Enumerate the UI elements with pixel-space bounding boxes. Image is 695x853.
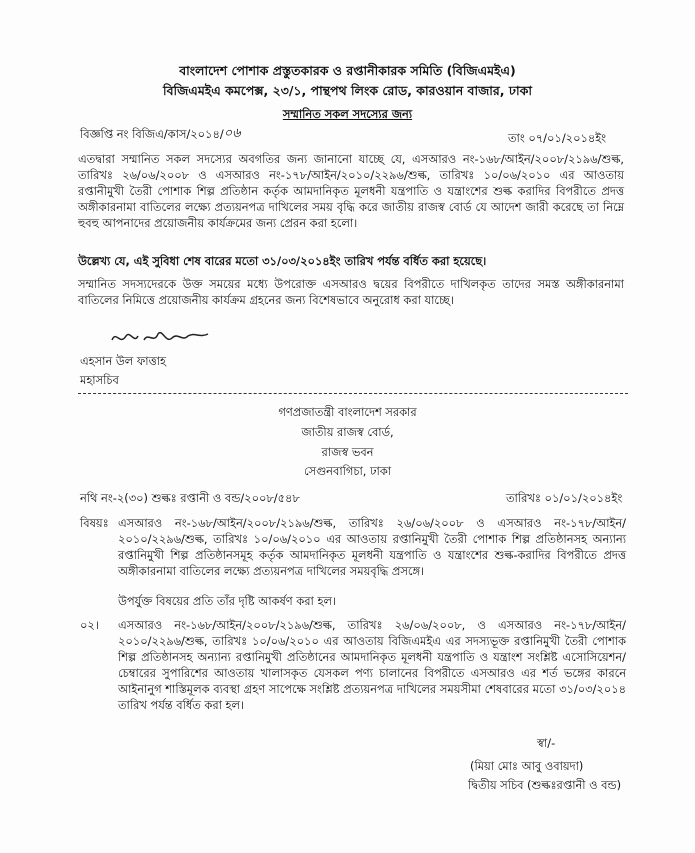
notice-number-handwritten: ০৬	[223, 126, 241, 141]
signed-mark: স্বা/-	[537, 736, 556, 750]
signatory-title: মহাসচিব	[80, 373, 119, 387]
notice-request-paragraph: সম্মানিত সদস্যদেরকে উক্ত সময়ের মধ্যে উপরোক্ত এসআরও দ্বয়ের বিপরীতে দাখিলকৃত তাদের সমস্ত অঙ্গীকারনামা বাতিলের নিমিত্তে প্রয়োজনীয় কার্যক্রম গ্রহনের জন্য বিশেষভাবে অনুরোধ করা যাচ্ছে।	[78, 277, 624, 307]
signature-scribble	[108, 322, 238, 352]
paragraph-number: ০২।	[80, 618, 99, 632]
notice-body-paragraph: এতদ্বারা সম্মানিত সকল সদস্যের অবগতির জন্য জানানো যাচ্ছে যে, এসআরও নং-১৬৮/আইন/২০০৮/২১৯৬/শুল্ক, তারিখঃ ২৬/০৬/২০০৮ ও এসআরও নং-১৭৮/আইন/২০১০/২২৯৬/শুল্ক, তারিখঃ ১০/০৬/২০১০ এর আওতায় রপ্তানীমুখী তৈরী পোশাক শিল্প প্রতিষ্ঠান কর্তৃক আমদানিকৃত মূলধনী যন্ত্রপাতি ও যন্ত্রাংশের শুল্ক করাদির বিপরীতে প্রদত্ত অঙ্গীকারনামা বাতিলের লক্ষ্যে প্রত্যয়নপত্র দাখিলের সময় বৃদ্ধি করে জাতীয় রাজস্ব বোর্ড যে আদেশ জারী করেছে তা নিম্নে হুবহু আপনাদের প্রয়োজনীয় কার্যক্রমের জন্য প্রেরন করা হলো।	[78, 152, 624, 230]
signatory-name: এহসান উল ফাত্তাহ	[80, 354, 166, 368]
file-number: নথি নং-২(৩০) শুল্কঃ রপ্তানী ও বন্ড/২০০৮/৫৪৮	[80, 491, 300, 505]
org-address: বিজিএমইএ কমপেক্স, ২৩/১, পান্থপথ লিংক রোড, কারওয়ান বাজার, ঢাকা	[163, 83, 532, 98]
subject-text: এসআরও নং-১৬৮/আইন/২০০৮/২১৯৬/শুল্ক, তারিখঃ ২৬/০৬/২০০৮ ও এসআরও নং-১৭৮/আইন/২০১০/২২৯৬/শুল্ক, তারিখঃ ১০/০৬/২০১০ এর আওতায় রপ্তানিমুখী তৈরী পোশাক শিল্প প্রতিষ্ঠানসহ অন্যান্য রপ্তানিমুখী শিল্প প্রতিষ্ঠানসমূহ কর্তৃক আমদানিকৃত মূলধনী যন্ত্রপাতি ও যন্ত্রাংশের শুল্ক-করাদির বিপরীতে প্রদত্ত অঙ্গীকারনামা বাতিলের লক্ষ্যে প্রত্যয়নপত্র দাখিলের সময়বৃদ্ধি প্রসঙ্গে।	[118, 516, 626, 578]
gov-signatory-title: দ্বিতীয় সচিব (শুল্কঃরপ্তানী ও বন্ড)	[468, 778, 622, 792]
file-date: তারিখঃ ০১/০১/২০১৪ইং	[506, 491, 623, 505]
gov-header-line-2: জাতীয় রাজস্ব বোর্ড,	[301, 425, 394, 439]
notice-heading: সম্মানিত সকল সদস্যের জন্য	[282, 107, 413, 121]
subject-label: বিষয়ঃ	[80, 516, 109, 530]
gov-paragraph-2: এসআরও নং-১৬৮/আইন/২০০৮/২১৯৬/শুল্ক, তারিখঃ ২৬/০৬/২০০৮, ও এসআরও নং-১৭৮/আইন/২০১০/২২৯৬/শুল্ক, তারিখঃ ১০/০৬/২০১০ এর আওতায় বিজিএমইএ এর সদস্যভূক্ত রপ্তানিমুখী তৈরী পোশাক শিল্প প্রতিষ্ঠানসহ অন্যান্য রপ্তানিমুখী প্রতিষ্ঠানের আমদানিকৃত মূলধনী যন্ত্রপাতি ও যন্ত্রাংশ সংশ্লিষ্ট এসোসিয়েশন/চেম্বারের সুপারিশের আওতায় খালাসকৃত যেসকল পণ্য চালানের বিপরীতে এসআরও এর শর্ত ভঙ্গের কারনে আইনানুগ শাস্তিমূলক ব্যবস্থা গ্রহণ সাপেক্ষে সংশ্লিষ্ট প্রত্যয়নপত্র দাখিলের সময়সীমা শেষবারের মতো ৩১/০৩/২০১৪ তারিখ পর্যন্ত বর্ধিত করা হল।	[118, 618, 626, 712]
notice-date: তাং ০৭/০১/২০১৪ইং	[508, 131, 607, 145]
org-name: বাংলাদেশ পোশাক প্রস্তুতকারক ও রপ্তানীকারক সমিতি (বিজিএমইএ)	[179, 63, 516, 78]
attention-line: উপর্যুক্ত বিষয়ের প্রতি তাঁর দৃষ্টি আকর্ষণ করা হল।	[118, 594, 337, 608]
gov-header-line-3: রাজস্ব ভবন	[321, 445, 374, 459]
section-divider	[78, 393, 628, 394]
notice-number-label: বিজ্ঞপ্তি নং বিজিএ/কাস/২০১৪/	[80, 127, 224, 141]
gov-header-line-1: গণপ্রজাতন্ত্রী বাংলাদেশ সরকার	[278, 405, 417, 419]
gov-signatory-name: (মিয়া মোঃ আবু ওবায়দা)	[470, 759, 584, 773]
notice-highlight-paragraph: উল্লেখ্য যে, এই সুবিধা শেষ বারের মতো ৩১/০৩/২০১৪ইং তারিখ পর্যন্ত বর্ধিত করা হয়েছে।	[78, 254, 487, 268]
gov-header-line-4: সেগুনবাগিচা, ঢাকা	[303, 464, 392, 478]
notice-number	[80, 126, 241, 142]
